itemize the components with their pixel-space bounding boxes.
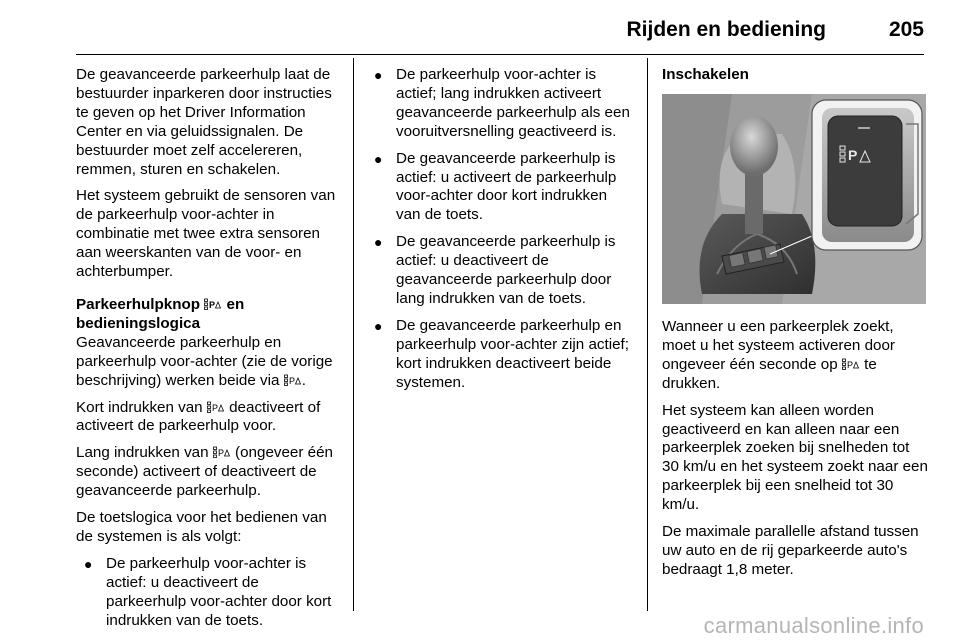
section-heading-activate: Inschakelen (662, 66, 749, 83)
logic-list-left (76, 555, 342, 631)
activate-paragraph (662, 318, 928, 394)
svg-text:P: P (217, 448, 224, 459)
bullet-icon: ● (374, 67, 383, 83)
column-divider-left (353, 58, 354, 611)
section-heading-button-logic (76, 296, 342, 334)
paragraph-text: Wanneer u een parkeerplek zoekt, moet u het systeem activeren door ongeveer één seconde op (662, 318, 895, 373)
parking-assist-button-icon (213, 446, 231, 458)
svg-text:P: P (288, 375, 295, 386)
list-item-text: De geavanceerde parkeerhulp is actief: u activeert de parkeerhulp voor-achter door kort indrukken van de toets. (396, 149, 617, 224)
list-item (366, 233, 634, 309)
heading-text: Parkeerhulpknop (76, 295, 201, 313)
svg-text:P: P (211, 402, 218, 413)
list-item (76, 555, 342, 631)
page-number: 205 (888, 18, 924, 41)
column-right-text (662, 318, 928, 588)
svg-text:P: P (209, 299, 216, 310)
list-item (366, 66, 634, 142)
bullet-icon: ● (374, 317, 383, 334)
parking-assist-button-icon (207, 401, 225, 413)
distance-paragraph: De maximale parallelle afstand tussen uw auto en de rij geparkeerde auto's bedraagt 1,8 meter. (662, 523, 919, 578)
shared-button-paragraph (76, 334, 342, 391)
paragraph-text: Lang indrukken van (76, 444, 209, 462)
heading-text: en bedieningslogica (76, 295, 245, 332)
svg-text:P: P (846, 359, 853, 370)
list-item-text: De geavanceerde parkeerhulp is actief: u deactiveert de geavanceerde parkeerhulp door lang indrukken van de toets. (396, 233, 616, 307)
list-item-text: De parkeerhulp voor-achter is actief: u deactiveert de parkeerhulp voor-achter door kort indrukken van de toets. (106, 554, 332, 629)
parking-assist-button-icon (842, 358, 860, 370)
paragraph-text: Kort indrukken van (76, 398, 203, 416)
logic-list-right (366, 66, 634, 393)
column-right (662, 66, 928, 91)
paragraph-text: . (301, 371, 306, 389)
illustration-svg (662, 94, 926, 304)
list-item-text: De geavanceerde parkeerhulp en parkeerhulp voor-achter zijn actief; kort indrukken deactiveert beide systemen. (396, 316, 629, 391)
column-divider-right (647, 58, 648, 611)
speed-paragraph: Het systeem kan alleen worden geactiveerd en kan alleen naar een parkeerplek zoeken bij snelheden tot 30 km/u en het systeem zoekt naar een parkeerplek bij een snelheid tot 30 km/u. (662, 401, 928, 514)
svg-text:P: P (848, 147, 858, 163)
column-middle (366, 66, 634, 401)
sensor-paragraph: Het systeem gebruikt de sensoren van de parkeerhulp voor-achter in combinatie met twee extra sensoren aan weerskanten van de voor- en achterbumper. (76, 187, 336, 281)
paragraph-text: (ongeveer één seconde) activeert of deactiveert de geavanceerde parkeerhulp. (76, 444, 333, 500)
bullet-icon: ● (374, 150, 383, 167)
paragraph-text: deactiveert of activeert de parkeerhulp voor. (76, 398, 321, 435)
list-item-text: De parkeerhulp voor-achter is actief; lang indrukken activeert geavanceerde parkeerhulp als een vooruitversnelling geactiveerd is. (396, 66, 630, 140)
chapter-title: Rijden en bediening (626, 18, 826, 41)
short-press-paragraph (76, 399, 342, 437)
page-header (76, 16, 924, 55)
list-item (366, 150, 634, 226)
column-left (76, 66, 342, 638)
long-press-paragraph (76, 444, 342, 501)
watermark: carmanualsonline.info (703, 613, 924, 638)
logic-intro-paragraph: De toetslogica voor het bedienen van de systemen is als volgt: (76, 509, 327, 545)
bullet-icon: ● (84, 555, 93, 572)
parking-assist-button-icon (284, 374, 302, 386)
paragraph-text: te drukken. (662, 355, 877, 392)
parking-assist-button-icon (204, 298, 222, 310)
paragraph-text: Geavanceerde parkeerhulp en parkeerhulp voor-achter (zie de vorige beschrijving) werken beide via (76, 333, 333, 389)
gear-shift-console-illustration (662, 94, 926, 304)
list-item (366, 317, 634, 393)
intro-paragraph: De geavanceerde parkeerhulp laat de bestuurder inparkeren door instructies te geven op het Driver Information Center en via geluidssignalen. De bestuurder moet zelf accelereren, remmen, sturen en schakelen. (76, 66, 332, 178)
bullet-icon: ● (374, 234, 383, 251)
